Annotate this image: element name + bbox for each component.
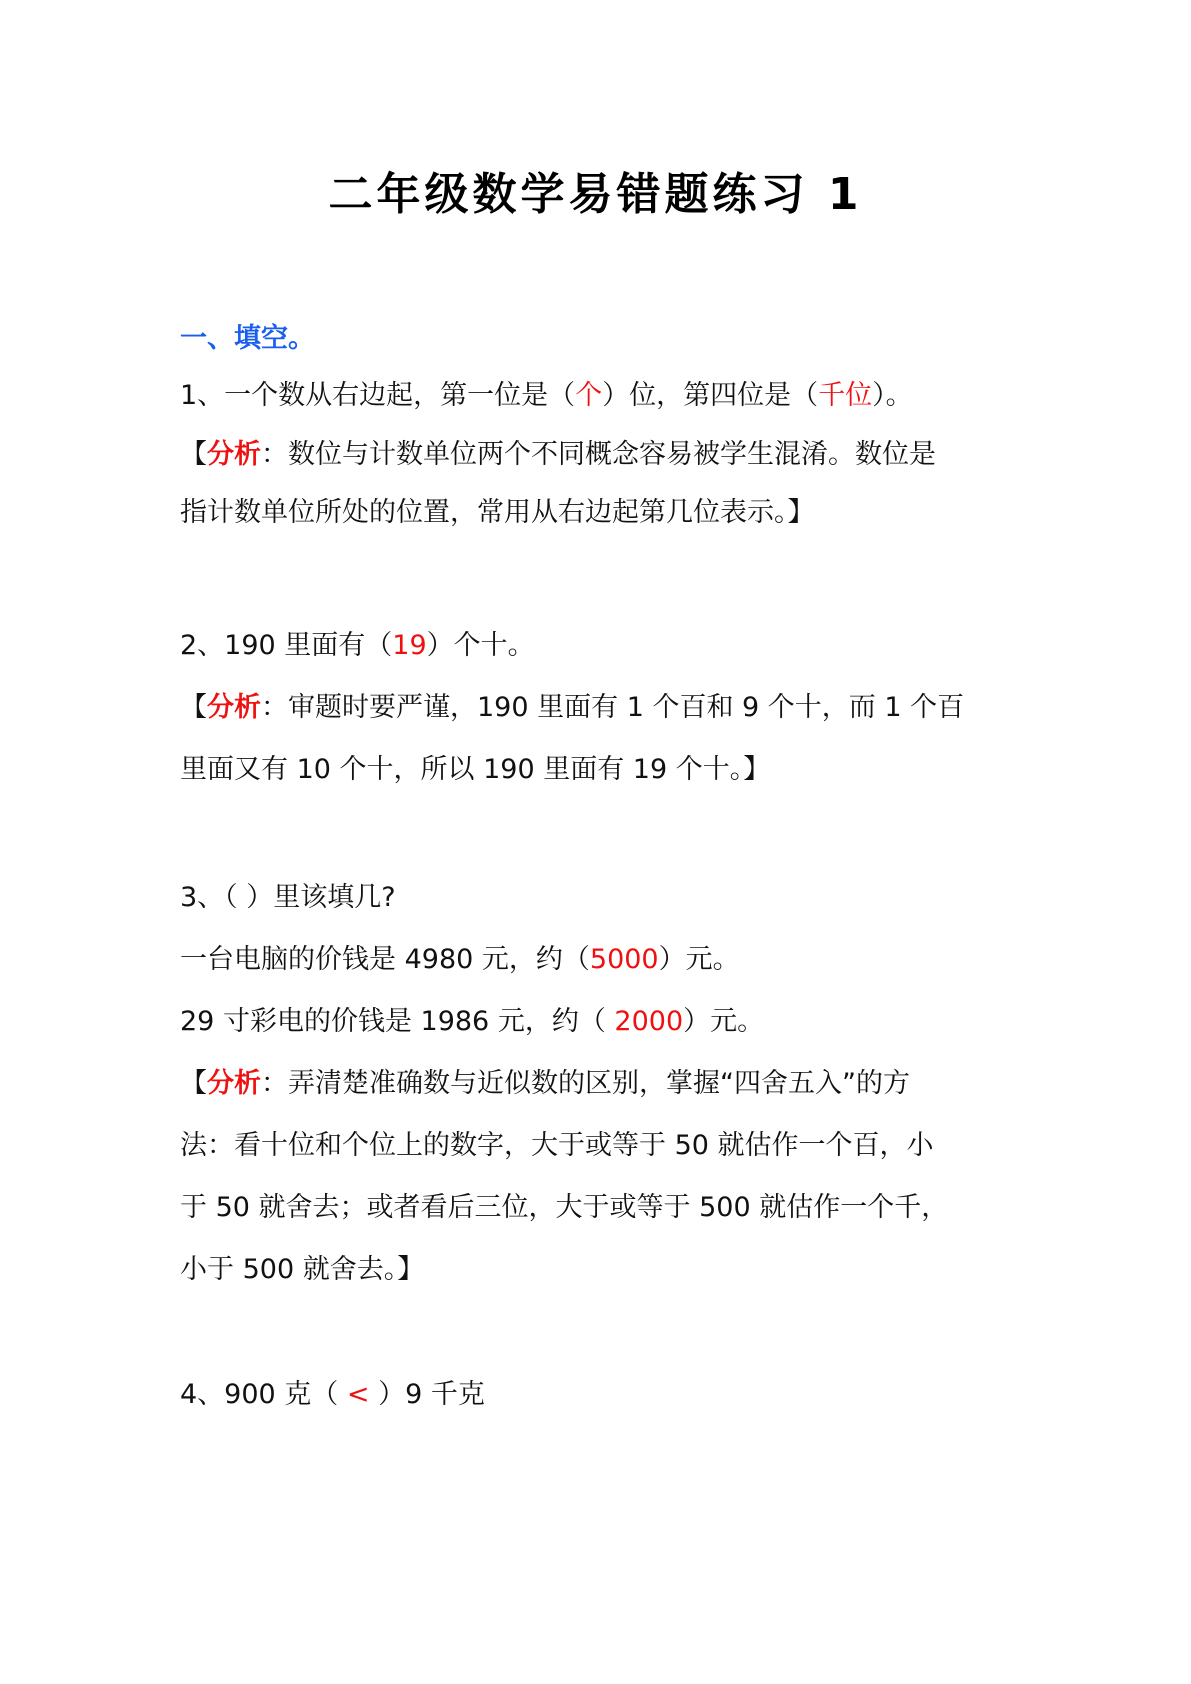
- question-3-item-1: [180, 942, 740, 978]
- bracket: 【: [180, 692, 207, 723]
- analysis-2-line-1: [180, 690, 964, 726]
- question-text: ）9 千克: [369, 1379, 485, 1410]
- analysis-label: 分析: [207, 692, 261, 723]
- page-title: 二年级数学易错题练习 1: [328, 169, 863, 220]
- analysis-3-line-3: 于 50 就舍去；或者看后三位，大于或等于 500 就估作一个千，: [180, 1192, 949, 1223]
- analysis-label: 分析: [207, 1068, 261, 1099]
- analysis-text: ：数位与计数单位两个不同概念容易被学生混淆。数位是: [261, 439, 936, 470]
- answer: 19: [392, 630, 427, 661]
- question-text: ）。: [872, 380, 913, 411]
- question-text: ）个十。: [426, 630, 535, 661]
- question-text: 1、一个数从右边起，第一位是（: [180, 380, 576, 411]
- question-1: [180, 378, 913, 414]
- answer: <: [346, 1379, 370, 1410]
- answer: 千位: [818, 380, 873, 411]
- answer: 个: [575, 380, 603, 411]
- analysis-text: ：弄清楚准确数与近似数的区别，掌握“四舍五入”的方: [261, 1068, 910, 1099]
- question-text: 29 寸彩电的价钱是 1986 元，约（: [180, 1006, 615, 1037]
- question-3-item-2: [180, 1004, 764, 1040]
- bracket: 【: [180, 439, 207, 470]
- analysis-1-line-2: 指计数单位所处的位置，常用从右边起第几位表示。】: [180, 497, 815, 528]
- question-text: ）元。: [658, 944, 740, 975]
- bracket: 【: [180, 1068, 207, 1099]
- question-text: 4、900 克（: [180, 1379, 347, 1410]
- answer: 2000: [614, 1006, 684, 1037]
- analysis-3-line-2: 法：看十位和个位上的数字，大于或等于 50 就估作一个百，小: [180, 1130, 934, 1161]
- section-heading-fill-in: 一、填空。: [180, 323, 315, 354]
- question-text: 一台电脑的价钱是 4980 元，约（: [180, 944, 590, 975]
- question-text: 2、190 里面有（: [180, 630, 393, 661]
- answer: 5000: [589, 944, 659, 975]
- question-text: ）位，第四位是（: [602, 380, 819, 411]
- question-3: 3、（ ）里该填几?: [180, 882, 396, 913]
- question-2: [180, 628, 535, 664]
- analysis-label: 分析: [207, 439, 261, 470]
- analysis-2-line-2: 里面又有 10 个十，所以 190 里面有 19 个十。】: [180, 754, 771, 785]
- analysis-text: ：审题时要严谨，190 里面有 1 个百和 9 个十，而 1 个百: [261, 692, 965, 723]
- analysis-3-line-1: [180, 1066, 910, 1102]
- analysis-3-line-4: 小于 500 就舍去。】: [180, 1254, 425, 1285]
- question-text: ）元。: [683, 1006, 765, 1037]
- question-4: [180, 1377, 485, 1413]
- analysis-1-line-1: [180, 437, 936, 473]
